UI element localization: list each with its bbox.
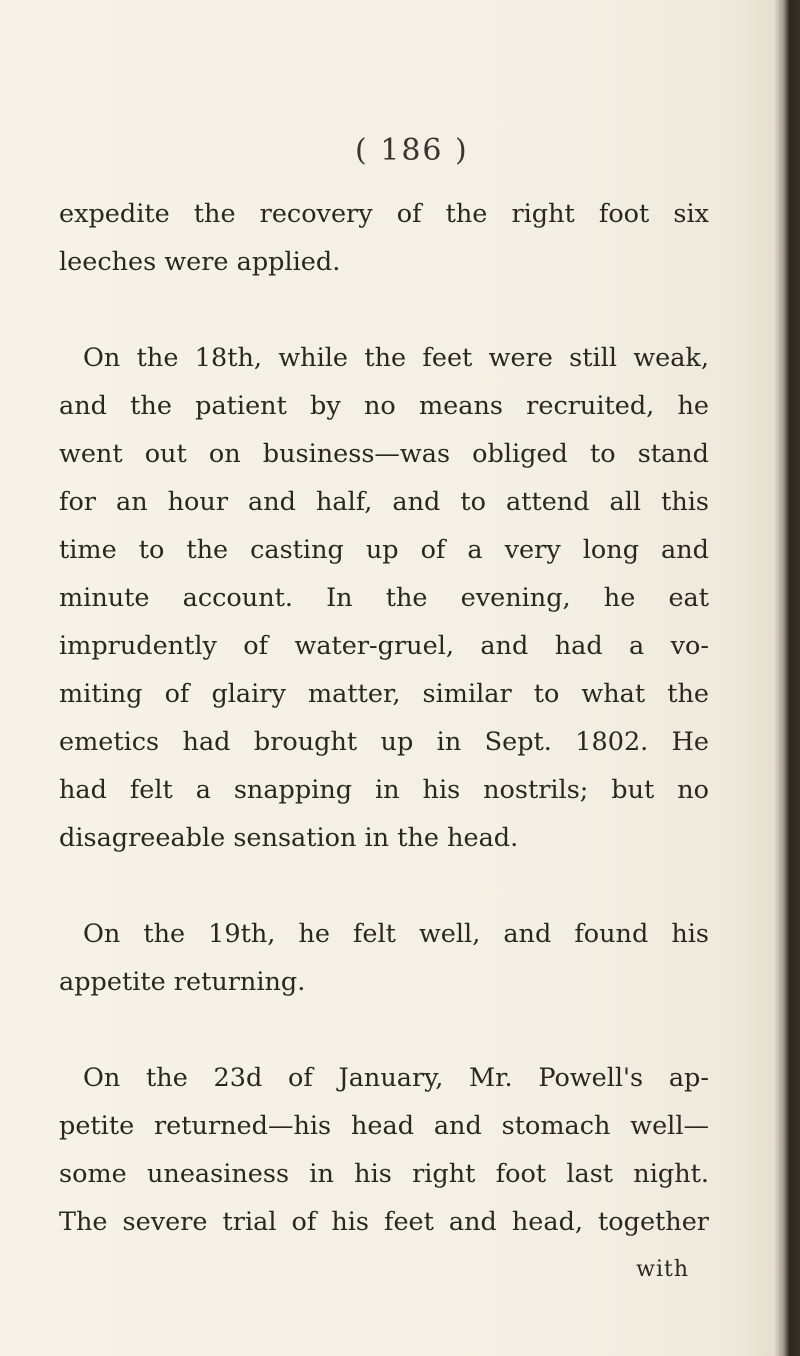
text-line: petite returned—his head and stomach well— [59, 1111, 709, 1141]
text-line: had felt a snapping in his nostrils; but no [59, 775, 709, 805]
body-text [59, 190, 709, 1294]
text-line: The severe trial of his feet and head, together [59, 1207, 709, 1237]
text-line: miting of glairy matter, similar to what the [59, 679, 709, 709]
page-number: ( 186 ) [355, 133, 469, 168]
catchword: with [636, 1257, 689, 1282]
text-line: emetics had brought up in Sept. 1802. He [59, 727, 709, 757]
text-line: On the 23d of January, Mr. Powell's ap- [83, 1063, 709, 1093]
text-line: disagreeable sensation in the head. [59, 823, 519, 853]
text-line: On the 19th, he felt well, and found his [83, 919, 709, 949]
paragraph-gap [59, 286, 709, 334]
paragraph-gap [59, 1006, 709, 1054]
text-line: for an hour and half, and to attend all this [59, 487, 709, 517]
text-line: time to the casting up of a very long and [59, 535, 709, 565]
paragraph-gap [59, 862, 709, 910]
text-line: appetite returning. [59, 967, 306, 997]
text-line: some uneasiness in his right foot last night. [59, 1159, 709, 1189]
text-line: minute account. In the evening, he eat [59, 583, 709, 613]
text-line: On the 18th, while the feet were still weak, [83, 343, 709, 373]
text-line: and the patient by no means recruited, he [59, 391, 709, 421]
page-binding-edge [774, 0, 800, 1356]
text-line: imprudently of water-gruel, and had a vo- [59, 631, 709, 661]
text-line: went out on business—was obliged to stand [59, 439, 709, 469]
text-line: expedite the recovery of the right foot six [59, 199, 709, 229]
text-line: leeches were applied. [59, 247, 341, 277]
